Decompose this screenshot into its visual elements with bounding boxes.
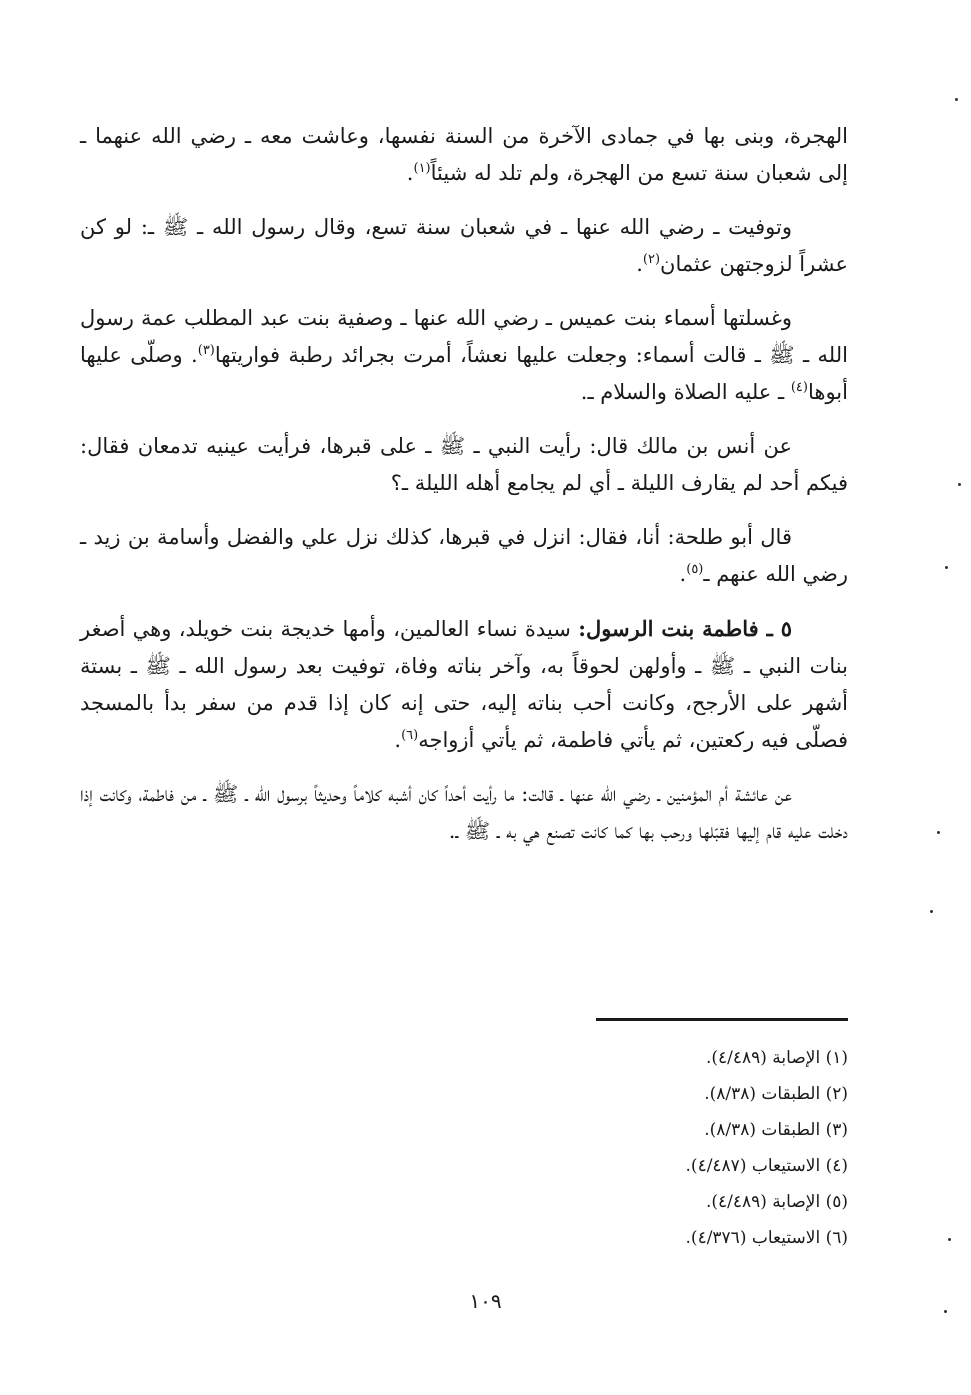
- footnote-ref[interactable]: (٥): [686, 562, 704, 577]
- paragraph-text: قال أبو طلحة: أنا، فقال: انزل في قبرها، كذلك نزل علي والفضل وأسامة بن زيد ـ رضي الله عنهم ـ: [80, 525, 848, 586]
- footnote-item: (٤) الاستيعاب (٤/٤٨٧).: [685, 1156, 848, 1176]
- footnotes-list: [420, 1040, 848, 1256]
- paragraph-text: سيدة نساء العالمين، وأمها خديجة بنت خويلد، وهي أصغر بنات النبي ـ ﷺ ـ وأولهن لحوقاً به، وآخر بناته وفاة، توفيت بعد رسول الله ـ ﷺ ـ بستة أشهر على الأرجح، وكانت أحب بناته إليه، حتى إنه كان إذا قدم من سفر بدأ بالمسجد فصلّى فيه ركعتين، ثم يأتي فاطمة، ثم يأتي أزواجه: [80, 617, 848, 752]
- paragraph-4: [80, 428, 848, 502]
- scan-speck: [937, 831, 940, 834]
- paragraph-tail: ـ عليه الصلاة والسلام ـ.: [580, 380, 791, 404]
- paragraph-text: عن أنس بن مالك قال: رأيت النبي ـ ﷺ ـ على قبرها، فرأيت عينيه تدمعان فقال: فيكم أحد لم يقارف الليلة ـ أي لم يجامع أهله الليلة ـ؟: [80, 434, 848, 495]
- footnote-item: (٥) الإصابة (٤/٤٨٩).: [705, 1192, 848, 1212]
- scan-speck: [945, 566, 948, 569]
- footnote-ref[interactable]: (٦): [401, 728, 419, 743]
- scan-speck: [958, 483, 961, 486]
- paragraph-tail: .: [406, 161, 414, 185]
- paragraph-2: [80, 209, 848, 283]
- footnote-ref[interactable]: (١): [413, 161, 431, 176]
- main-text: [80, 118, 848, 867]
- scan-speck: [948, 1238, 951, 1241]
- footnote-ref[interactable]: (٣): [197, 343, 215, 358]
- paragraph-tail: .: [394, 728, 402, 752]
- paragraph-tail: . وصلّى عليها أبوها: [80, 343, 848, 404]
- footnote-ref[interactable]: (٢): [642, 252, 661, 267]
- paragraph-text: وتوفيت ـ رضي الله عنها ـ في شعبان سنة تسع، وقال رسول الله ـ ﷺ ـ: لو كن عشراً لزوجتهن عثمان: [80, 215, 848, 276]
- footnote-ref[interactable]: (٤): [790, 380, 808, 395]
- paragraph-6: [80, 610, 848, 759]
- footnote-item: (٦) الاستيعاب (٤/٣٧٦).: [685, 1228, 848, 1248]
- paragraph-tail: .: [636, 252, 643, 276]
- paragraph-5: [80, 519, 848, 593]
- paragraph-text: عن عائشة أم المؤمنين ـ رضي الله عنها ـ قالت: ما رأيت أحداً كان أشبه كلاماً وحديثاً برسول الله ـ ﷺ ـ من فاطمة، وكانت إذا دخلت عليه قام إليها فقبّلها ورحب بها كما كانت تصنع هي به ـ ﷺ ـ.: [80, 782, 848, 843]
- scan-speck: [955, 98, 958, 101]
- footnote-item: (٢) الطبقات (٨/٣٨).: [704, 1084, 848, 1104]
- scan-speck: [930, 910, 933, 913]
- paragraph-1: [80, 118, 848, 192]
- paragraph-7: [80, 776, 848, 850]
- section-heading: ٥ ـ فاطمة بنت الرسول:: [578, 616, 792, 641]
- scan-speck: [944, 1310, 947, 1313]
- page-number: ١٠٩: [469, 1289, 502, 1313]
- footnote-separator: [596, 1018, 848, 1021]
- paragraph-tail: .: [679, 562, 687, 586]
- footnote-item: (٣) الطبقات (٨/٣٨).: [704, 1120, 848, 1140]
- paragraph-text: وغسلتها أسماء بنت عميس ـ رضي الله عنها ـ وصفية بنت عبد المطلب عمة رسول الله ـ ﷺ ـ قالت أسماء: وجعلت عليها نعشاً، أمرت بجرائد رطبة فواريتها: [80, 306, 848, 367]
- paragraph-text: الهجرة، وبنى بها في جمادى الآخرة من السنة نفسها، وعاشت معه ـ رضي الله عنهما ـ إلى شعبان سنة تسع من الهجرة، ولم تلد له شيئاً: [80, 124, 848, 185]
- footnote-item: (١) الإصابة (٤/٤٨٩).: [705, 1048, 848, 1068]
- paragraph-3: [80, 300, 848, 411]
